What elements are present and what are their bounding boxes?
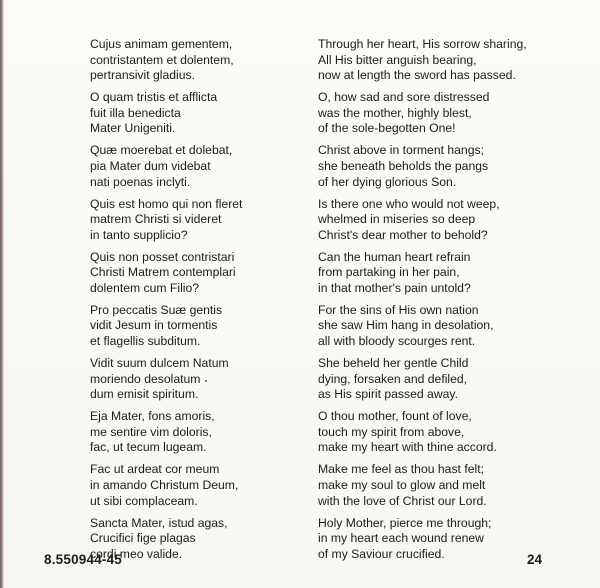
english-verse-line: as His spirit passed away.	[318, 387, 458, 402]
english-verse-line: of the sole-begotten One!	[318, 121, 456, 136]
english-verse-line: from partaking in her pain,	[318, 265, 460, 280]
latin-verse-line: O quam tristis et afflicta	[90, 90, 218, 105]
latin-stanza	[90, 90, 290, 137]
english-verse-line: in that mother's pain untold?	[318, 280, 471, 295]
latin-verse-line: pertransivit gladius.	[90, 68, 195, 83]
english-verse-line: Can the human heart refrain	[318, 249, 471, 264]
latin-verse-line: vidit Jesum in tormentis	[90, 318, 218, 333]
english-verse-line: Holy Mother, pierce me through;	[318, 515, 492, 530]
latin-verse-line: Pro peccatis Suæ gentis	[90, 302, 223, 317]
english-stanza	[318, 37, 548, 84]
english-verse-line: Make me feel as thou hast felt;	[318, 462, 484, 477]
english-stanza	[318, 303, 548, 350]
english-verse-line: with the love of Christ our Lord.	[318, 493, 487, 508]
english-verse-line: All His bitter anguish bearing,	[318, 52, 477, 67]
latin-verse-line: Fac ut ardeat cor meum	[90, 462, 220, 477]
latin-verse-line: Mater Unigeniti.	[90, 121, 176, 136]
latin-verse-line: contristantem et dolentem,	[90, 52, 234, 67]
page-number: 24	[527, 552, 543, 567]
english-stanza	[318, 197, 548, 244]
latin-stanza	[90, 409, 290, 456]
english-verse-line: For the sins of His own nation	[318, 302, 479, 317]
english-verse-line: Through her heart, His sorrow sharing,	[318, 37, 527, 51]
english-stanza	[318, 143, 548, 190]
english-verse-line: she beneath beholds the pangs	[318, 158, 489, 173]
english-stanza	[318, 356, 548, 403]
latin-verse-line: Eja Mater, fons amoris,	[90, 409, 215, 424]
english-verse-line: make my heart with thine accord.	[318, 440, 497, 455]
english-verse-line: Christ's dear mother to behold?	[318, 227, 488, 242]
latin-stanza	[90, 303, 290, 350]
latin-verse-line: Sancta Mater, istud agas,	[90, 515, 228, 530]
english-translation-column	[318, 37, 548, 569]
latin-stanza	[90, 356, 290, 403]
english-stanza	[318, 409, 548, 456]
latin-verse-line: ut sibi complaceam.	[90, 493, 198, 508]
english-verse-line: O, how sad and sore distressed	[318, 90, 490, 105]
latin-verse-line: Quis est homo qui non fleret	[90, 196, 243, 211]
latin-verse-line: fac, ut tecum lugeam.	[90, 440, 207, 455]
english-verse-line: Is there one who would not weep,	[318, 196, 500, 211]
latin-stanza	[90, 462, 290, 509]
english-verse-line: of her dying glorious Son.	[318, 174, 457, 189]
latin-verse-line: in amando Christum Deum,	[90, 477, 239, 492]
latin-verse-line: Crucifici fige plagas	[90, 531, 196, 546]
latin-verse-line: Cujus animam gementem,	[90, 37, 233, 51]
latin-stanza	[90, 143, 290, 190]
catalog-number: 8.550944-45	[44, 552, 123, 567]
latin-text-column	[90, 37, 290, 569]
latin-verse-line: Vidit suum dulcem Natum	[90, 356, 229, 371]
latin-verse-line: cordi meo valide.	[90, 546, 183, 561]
latin-verse-line: dum emisit spiritum.	[90, 387, 199, 402]
english-verse-line: all with bloody scourges rent.	[318, 334, 476, 349]
english-stanza	[318, 250, 548, 297]
latin-verse-line: et flagellis subditum.	[90, 334, 201, 349]
english-stanza	[318, 90, 548, 137]
latin-verse-line: fuit illa benedicta	[90, 105, 181, 120]
latin-verse-line: pia Mater dum videbat	[90, 158, 211, 173]
english-verse-line: she saw Him hang in desolation,	[318, 318, 494, 333]
english-verse-line: was the mother, highly blest,	[318, 105, 472, 120]
latin-verse-line: moriendo desolatum	[90, 371, 201, 386]
english-verse-line: in my heart each wound renew	[318, 531, 484, 546]
latin-verse-line: Christi Matrem contemplari	[90, 265, 236, 280]
english-verse-line: She beheld her gentle Child	[318, 356, 469, 371]
english-verse-line: whelmed in miseries so deep	[318, 212, 476, 227]
latin-verse-line: me sentire vim doloris,	[90, 424, 212, 439]
latin-verse-line: nati poenas inclyti.	[90, 174, 191, 189]
latin-verse-line: Quis non posset contristari	[90, 249, 235, 264]
latin-verse-line: in tanto supplicio?	[90, 227, 188, 242]
english-verse-line: touch my spirit from above,	[318, 424, 465, 439]
latin-verse-line: Quæ moerebat et dolebat,	[90, 143, 233, 158]
english-verse-line: now at length the sword has passed.	[318, 68, 516, 83]
latin-stanza	[90, 197, 290, 244]
english-stanza	[318, 516, 548, 563]
english-verse-line: of my Saviour crucified.	[318, 546, 445, 561]
latin-verse-line: matrem Christi si videret	[90, 212, 222, 227]
english-verse-line: O thou mother, fount of love,	[318, 409, 472, 424]
english-verse-line: make my soul to glow and melt	[318, 477, 486, 492]
latin-verse-line: dolentem cum Filio?	[90, 280, 200, 295]
english-verse-line: dying, forsaken and defiled,	[318, 371, 468, 386]
english-stanza	[318, 462, 548, 509]
latin-stanza	[90, 250, 290, 297]
latin-stanza	[90, 37, 290, 84]
english-verse-line: Christ above in torment hangs;	[318, 143, 484, 158]
page-spine-shadow	[0, 0, 4, 588]
